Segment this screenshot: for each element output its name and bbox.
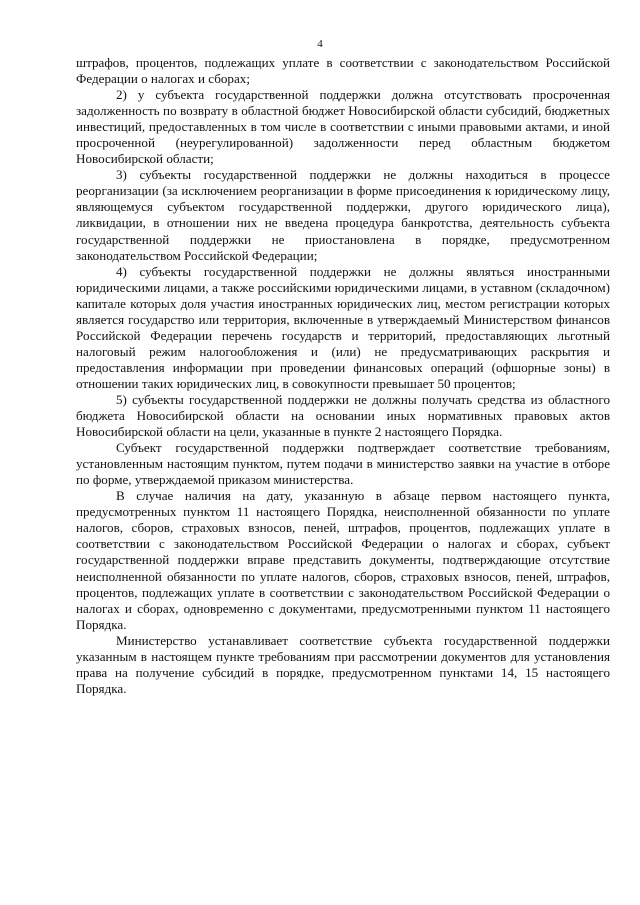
paragraph-item-3: 3) субъекты государственной поддержки не должны находиться в процессе реорганизации (за исключением реорганизации в форме присоединения к юридическому лицу, являющемуся субъектом государственной поддержки, другого юридического лица), ликвидации, в отношении них не введена процедура банкротства, деятельность субъекта государственной поддержки не приостановлена в порядке, предусмотренном законодательством Российской Федерации; xyxy=(76,167,610,263)
paragraph-confirmation: Субъект государственной поддержки подтверждает соответствие требованиям, установленным настоящим пунктом, путем подачи в министерство заявки на участие в отборе по форме, утверждаемой приказом министерства. xyxy=(76,440,610,488)
page-number: 4 xyxy=(317,38,323,50)
paragraph-tax-documents: В случае наличия на дату, указанную в абзаце первом настоящего пункта, предусмотренных пунктом 11 настоящего Порядка, неисполненной обязанности по уплате налогов, сборов, страховых взносов, пеней, штрафов, процентов, подлежащих уплате в соответствии с законодательством Российской Федерации о налогах и сборах, субъект государственной поддержки вправе представить документы, подтверждающие отсутствие неисполненной обязанности по уплате налогов, сборов, страховых взносов, пеней, штрафов, процентов, подлежащих уплате в соответствии с законодательством Российской Федерации о налогах и сборах, одновременно с документами, предусмотренными пунктом 11 настоящего Порядка. xyxy=(76,488,610,632)
paragraph-item-4: 4) субъекты государственной поддержки не должны являться иностранными юридическими лицами, а также российскими юридическими лицами, в уставном (складочном) капитале которых доля участия иностранных юридических лиц, местом регистрации которых является государство или территория, включенные в утверждаемый Министерством финансов Российской Федерации перечень государств и территорий, предоставляющих льготный налоговый режим налогообложения и (или) не предусматривающих раскрытия и предоставления информации при проведении финансовых операций (офшорные зоны) в отношении таких юридических лиц, в совокупности превышает 50 процентов; xyxy=(76,263,610,391)
document-body xyxy=(76,55,610,697)
paragraph-item-2: 2) у субъекта государственной поддержки должна отсутствовать просроченная задолженность по возврату в областной бюджет Новосибирской области субсидий, бюджетных инвестиций, предоставленных в том числе в соответствии с иными правовыми актами, и иной просроченной (неурегулированной) задолженности перед областным бюджетом Новосибирской области; xyxy=(76,87,610,167)
paragraph-ministry-check: Министерство устанавливает соответствие субъекта государственной поддержки указанным в настоящем пункте требованиям при рассмотрении документов для установления права на получение субсидий в порядке, предусмотренном пунктами 14, 15 настоящего Порядка. xyxy=(76,632,610,696)
paragraph-item-5: 5) субъекты государственной поддержки не должны получать средства из областного бюджета Новосибирской области на основании иных нормативных правовых актов Новосибирской области на цели, указанные в пункте 2 настоящего Порядка. xyxy=(76,391,610,440)
paragraph-continuation: штрафов, процентов, подлежащих уплате в соответствии с законодательством Российской Федерации о налогах и сборах; xyxy=(76,55,610,87)
